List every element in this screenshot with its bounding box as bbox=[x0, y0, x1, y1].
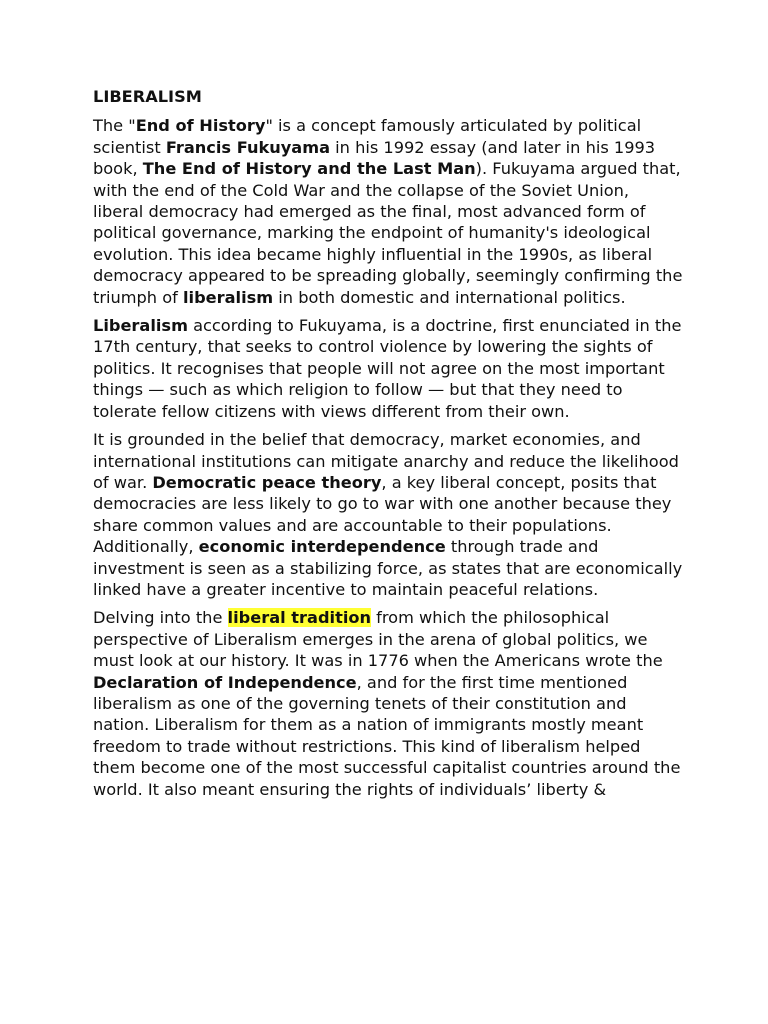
p1-bold-book-title: The End of History and the Last Man bbox=[142, 159, 476, 179]
p3-bold-economic-interdependence: economic interdependence bbox=[198, 537, 446, 557]
p1-text-4: ). Fukuyama argued that, with the end of the Cold War and the collapse of the Soviet Union, liberal democracy had emerged as the final, most advanced form of political governance, marking the endpoint of humanity's ideological evolution. This idea became highly influential in the 1990s, as liberal democracy appeared to be spreading globally, seemingly confirming the triumph of bbox=[93, 159, 683, 307]
p4-bold-declaration: Declaration of Independence bbox=[93, 672, 357, 692]
p2-text-1: according to Fukuyama, is a doctrine, first enunciated in the 17th century, that seeks to control violence by lowering the sights of politics. It recognises that people will not agree on the most important things — such as which religion to follow — but that they need to tolerate fellow citizens with views different from their own. bbox=[93, 316, 682, 421]
p3-text-2: , a key liberal concept, posits that democracies are less likely to go to war with one another because they share common values and are accountable to their populations. Additionally, bbox=[93, 472, 672, 557]
p3-text-3: through trade and investment is seen as a stabilizing force, as states that are economically linked have a greater incentive to maintain peaceful relations. bbox=[93, 537, 683, 599]
p3-bold-democratic-peace-theory: Democratic peace theory bbox=[152, 472, 382, 492]
p3-text-1: It is grounded in the belief that democracy, market economies, and international institutions can mitigate anarchy and reduce the likelihood of war. bbox=[93, 430, 679, 492]
paragraph-liberalism-definition bbox=[93, 315, 683, 422]
document-page bbox=[93, 86, 683, 807]
p2-bold-liberalism: Liberalism bbox=[93, 316, 188, 336]
p4-text-2: from which the philosophical perspective of Liberalism emerges in the arena of global politics, we must look at our history. It was in 1776 when the Americans wrote the bbox=[93, 608, 663, 671]
paragraph-democratic-peace bbox=[93, 429, 683, 600]
paragraph-liberal-tradition bbox=[93, 607, 683, 800]
p4-highlight-liberal-tradition: liberal tradition bbox=[227, 608, 372, 628]
paragraph-end-of-history bbox=[93, 115, 683, 308]
p1-text-2: " is a concept famously articulated by political scientist bbox=[93, 116, 642, 157]
p4-text-1: Delving into the bbox=[93, 608, 228, 628]
p1-text-5: in both domestic and international politics. bbox=[273, 287, 626, 307]
p1-bold-end-of-history: End of History bbox=[135, 116, 266, 136]
p1-bold-fukuyama: Francis Fukuyama bbox=[165, 137, 331, 157]
document-title: LIBERALISM bbox=[93, 87, 202, 106]
p1-text-3: in his 1992 essay (and later in his 1993 book, bbox=[93, 137, 656, 179]
p4-text-3: , and for the first time mentioned liberalism as one of the governing tenets of their constitution and nation. Liberalism for them as a nation of immigrants mostly meant freedom to trade without restrictions. This kind of liberalism helped them become one of the most successful capitalist countries around the world. It also meant ensuring the rights of individuals’ liberty & bbox=[93, 672, 681, 799]
p1-text-1: The " bbox=[93, 116, 136, 136]
p1-bold-liberalism: liberalism bbox=[182, 287, 274, 307]
